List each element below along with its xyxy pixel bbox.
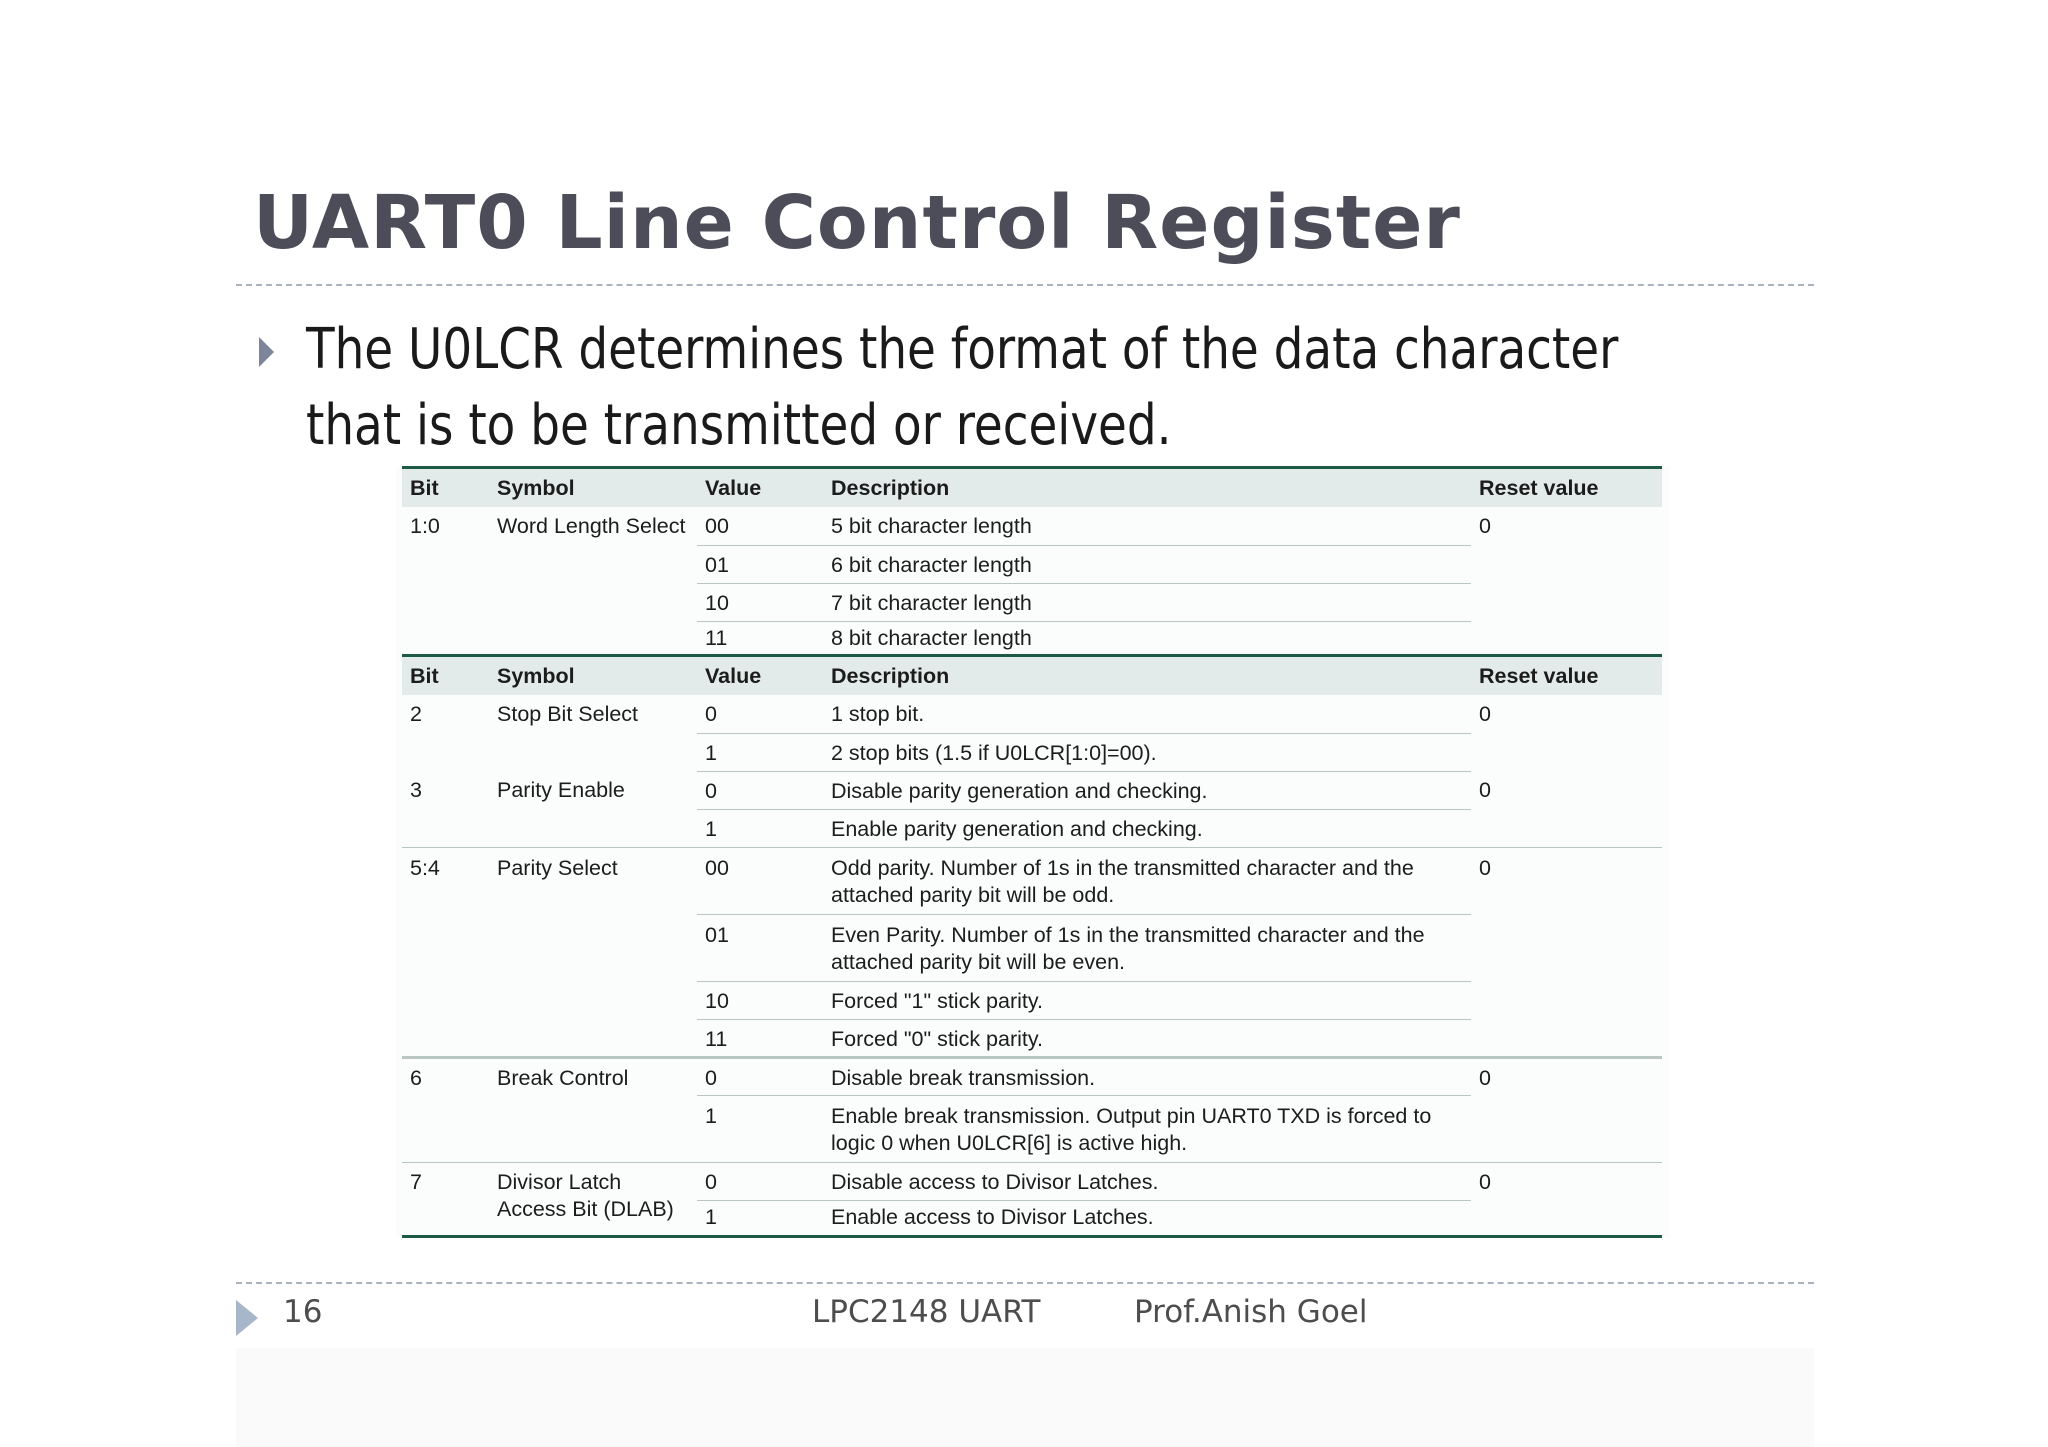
footer-band	[236, 1348, 1814, 1447]
value-cell: 11	[697, 1019, 823, 1057]
value-cell: 00	[697, 507, 823, 545]
description-cell: Enable access to Divisor Latches.	[831, 1204, 1154, 1229]
value-cell: 01	[697, 914, 823, 981]
description-cell: 2 stop bits (1.5 if U0LCR[1:0]=00).	[823, 733, 1471, 771]
symbol-cell: Parity Select	[489, 847, 697, 1057]
value-cell: 11	[705, 625, 728, 650]
header-bit: Bit	[402, 468, 489, 508]
value-cell: 0	[697, 771, 823, 809]
table-header-row	[402, 656, 1662, 696]
page-number: 16	[283, 1294, 323, 1330]
value-cell: 1	[697, 1095, 823, 1162]
value-cell: 0	[697, 1162, 823, 1200]
header-reset-value: Reset value	[1471, 656, 1662, 696]
header-value: Value	[697, 656, 823, 696]
reset-value-cell: 0	[1471, 771, 1662, 847]
table-header-row	[402, 468, 1662, 508]
header-bit: Bit	[402, 656, 489, 696]
value-cell: 10	[697, 583, 823, 621]
table-row	[402, 847, 1662, 914]
description-cell: Disable parity generation and checking.	[823, 771, 1471, 809]
description-cell: 6 bit character length	[823, 545, 1471, 583]
reset-value-cell: 0	[1479, 1169, 1491, 1194]
value-cell: 0	[697, 695, 823, 733]
line-control-table	[402, 654, 1662, 1238]
table-row	[402, 695, 1662, 733]
header-reset-value: Reset value	[1471, 468, 1662, 508]
title-divider	[236, 284, 1814, 286]
bit-cell: 7	[410, 1169, 422, 1194]
value-cell: 1	[697, 733, 823, 771]
footer-arrow-icon	[236, 1300, 258, 1336]
symbol-cell: Parity Enable	[489, 771, 697, 847]
bit-cell: 1:0	[410, 514, 440, 538]
bit-cell: 3	[402, 771, 489, 847]
header-description: Description	[823, 468, 1471, 508]
description-cell: Forced "0" stick parity.	[823, 1019, 1471, 1057]
footer-course-title: LPC2148 UART	[812, 1294, 1041, 1330]
header-description: Description	[823, 656, 1471, 696]
header-symbol: Symbol	[489, 468, 697, 508]
value-cell: 01	[697, 545, 823, 583]
reset-value-cell: 0	[1479, 702, 1491, 726]
table-row	[402, 507, 1662, 545]
description-cell: Forced "1" stick parity.	[823, 981, 1471, 1019]
table-row	[402, 1057, 1662, 1095]
reset-value-cell: 0	[1471, 847, 1662, 1057]
value-cell: 1	[705, 1204, 717, 1229]
reset-value-cell: 0	[1471, 1057, 1662, 1162]
symbol-cell: Stop Bit Select	[497, 702, 639, 726]
symbol-cell: Word Length Select	[497, 514, 686, 538]
register-table-image	[396, 466, 1670, 1238]
word-length-table	[402, 466, 1662, 655]
symbol-cell: Break Control	[489, 1057, 697, 1162]
bullet-arrow-icon	[259, 337, 274, 367]
description-cell: Disable break transmission.	[823, 1057, 1471, 1095]
bit-cell: 2	[410, 702, 422, 726]
description-cell: Enable parity generation and checking.	[823, 809, 1471, 847]
symbol-cell: Divisor Latch Access Bit (DLAB)	[497, 1169, 674, 1221]
value-cell: 00	[697, 847, 823, 914]
header-symbol: Symbol	[489, 656, 697, 696]
description-cell: Odd parity. Number of 1s in the transmitted character and the attached parity bit will be odd.	[823, 847, 1471, 914]
value-cell: 0	[697, 1057, 823, 1095]
table-row	[402, 771, 1662, 809]
reset-value-cell: 0	[1479, 514, 1491, 538]
value-cell: 10	[697, 981, 823, 1019]
bit-cell: 5:4	[402, 847, 489, 1057]
description-cell: 5 bit character length	[823, 507, 1471, 545]
description-cell: Enable break transmission. Output pin UART0 TXD is forced to logic 0 when U0LCR[6] is active high.	[823, 1095, 1471, 1162]
value-cell: 1	[697, 809, 823, 847]
description-cell: 1 stop bit.	[823, 695, 1471, 733]
description-cell: 8 bit character length	[831, 625, 1032, 650]
table-row	[402, 1162, 1662, 1200]
footer-divider	[236, 1282, 1814, 1284]
description-cell: Disable access to Divisor Latches.	[823, 1162, 1471, 1200]
header-value: Value	[697, 468, 823, 508]
bit-cell: 6	[402, 1057, 489, 1162]
bullet-text: The U0LCR determines the format of the data character that is to be transmitted or received.	[306, 317, 1619, 458]
description-cell: 7 bit character length	[823, 583, 1471, 621]
footer-author: Prof.Anish Goel	[1134, 1294, 1368, 1330]
slide-title: UART0 Line Control Register	[253, 180, 1461, 266]
description-cell: Even Parity. Number of 1s in the transmitted character and the attached parity bit will be even.	[823, 914, 1471, 981]
